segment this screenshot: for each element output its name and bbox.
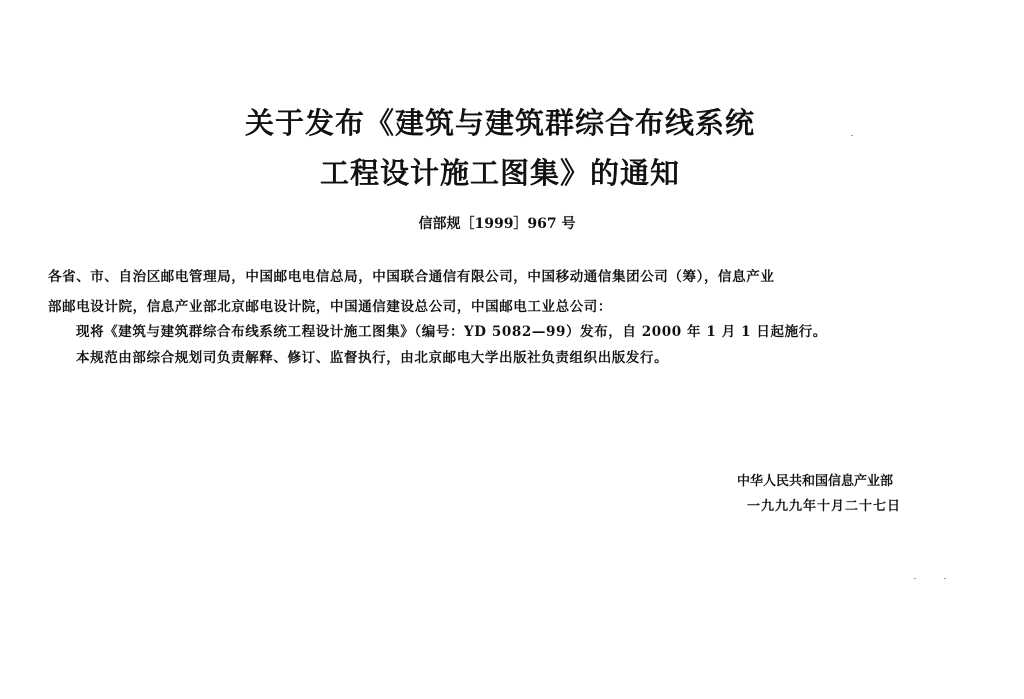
issuing-authority: 中华人民共和国信息产业部	[737, 474, 894, 489]
body-paragraph-1: 现将《建筑与建筑群综合布线系统工程设计施工图集》（编号：YD 5082—99）发布，自 2000 年 1 月 1 日起施行。	[76, 324, 827, 340]
document-number: 信部规［1999］967 号	[418, 216, 576, 232]
scan-speck	[851, 135, 853, 136]
body-paragraph-2: 本规范由部综合规划司负责解释、修订、监督执行，由北京邮电大学出版社负责组织出版发行。	[76, 350, 669, 366]
notice-title-line-2: 工程设计施工图集》的通知	[319, 156, 680, 190]
notice-title-line-1: 关于发布《建筑与建筑群综合布线系统	[244, 106, 755, 140]
addressee-line-1: 各省、市、自治区邮电管理局，中国邮电电信总局，中国联合通信有限公司，中国移动通信集团公司（筹），信息产业	[48, 269, 775, 285]
scan-speck	[944, 578, 946, 579]
issue-date: 一九九九年十月二十七日	[747, 499, 902, 514]
scan-speck	[914, 578, 916, 579]
addressee-line-2: 部邮电设计院，信息产业部北京邮电设计院，中国通信建设总公司，中国邮电工业总公司：	[48, 299, 612, 315]
